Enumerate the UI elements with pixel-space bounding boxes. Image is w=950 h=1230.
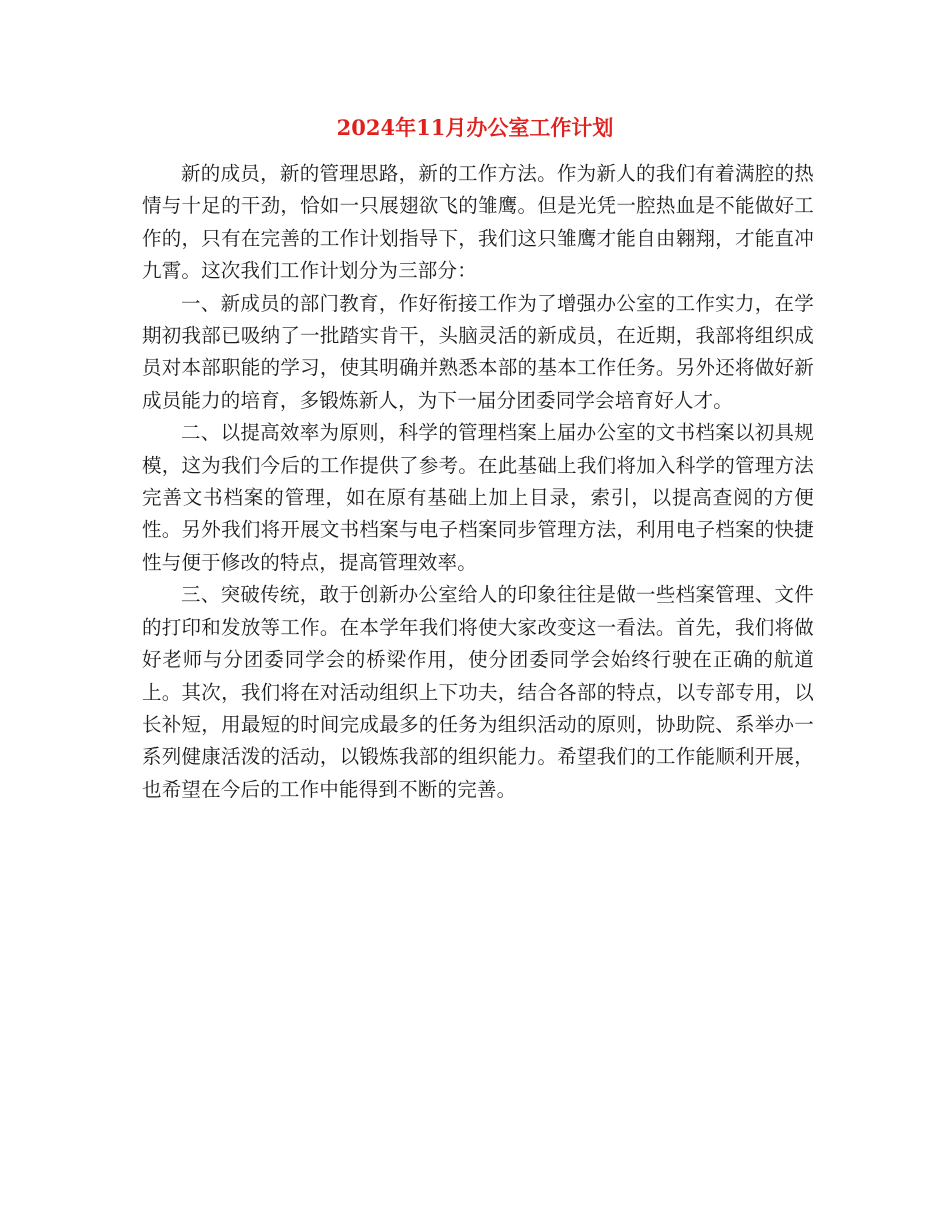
paragraph-section-2: 二、以提高效率为原则，科学的管理档案上届办公室的文书档案以初具规模，这为我们今后的工作提供了参考。在此基础上我们将加入科学的管理方法完善文书档案的管理，如在原有基础上加上目录，索引，以提高查阅的方便性。另外我们将开展文书档案与电子档案同步管理方法，利用电子档案的快捷性与便于修改的特点，提高管理效率。 — [142, 421, 814, 574]
paragraph-intro: 新的成员，新的管理思路，新的工作方法。作为新人的我们有着满腔的热情与十足的干劲，恰如一只展翅欲飞的雏鹰。但是光凭一腔热血是不能做好工作的，只有在完善的工作计划指导下，我们这只雏鹰才能自由翱翔，才能直冲九霄。这次我们工作计划分为三部分： — [142, 162, 814, 283]
document-body — [142, 158, 814, 806]
paragraph-section-3: 三、突破传统，敢于创新办公室给人的印象往往是做一些档案管理、文件的打印和发放等工作。在本学年我们将使大家改变这一看法。首先，我们将做好老师与分团委同学会的桥梁作用，使分团委同学会始终行驶在正确的航道上。其次，我们将在对活动组织上下功夫，结合各部的特点，以专部专用，以长补短，用最短的时间完成最多的任务为组织活动的原则，协助院、系举办一系列健康活泼的活动，以锻炼我部的组织能力。希望我们的工作能顺利开展，也希望在今后的工作中能得到不断的完善。 — [142, 583, 814, 801]
paragraph-section-1: 一、新成员的部门教育，作好衔接工作为了增强办公室的工作实力，在学期初我部已吸纳了一批踏实肯干，头脑灵活的新成员，在近期，我部将组织成员对本部职能的学习，使其明确并熟悉本部的基本工作任务。另外还将做好新成员能力的培育，多锻炼新人，为下一届分团委同学会培育好人才。 — [142, 291, 814, 412]
document-title: 2024年11月办公室工作计划 — [336, 115, 614, 140]
